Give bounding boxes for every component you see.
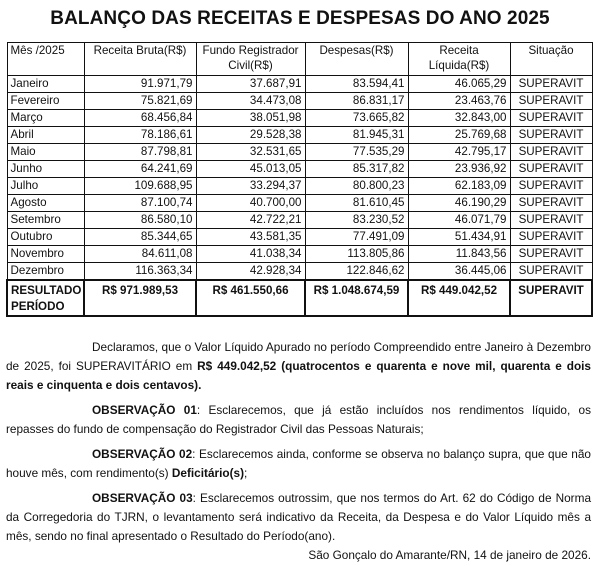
cell-net-revenue: 11.843,56: [408, 246, 510, 263]
cell-expenses: 77.535,29: [305, 144, 408, 161]
table-row: [7, 110, 592, 127]
table-body: [7, 76, 592, 281]
cell-net-revenue: 23.936,92: [408, 161, 510, 178]
cell-gross-revenue: 68.456,84: [84, 110, 196, 127]
cell-status: SUPERAVIT: [510, 263, 592, 281]
cell-net-revenue: 62.183,09: [408, 178, 510, 195]
total-status: SUPERAVIT: [510, 280, 592, 316]
cell-status: SUPERAVIT: [510, 76, 592, 93]
cell-registrar-fund: 34.473,08: [196, 93, 305, 110]
header-registrar-fund: Fundo Registrador Civil(R$): [196, 43, 305, 76]
header-month: Mês /2025: [7, 43, 84, 76]
cell-net-revenue: 36.445,06: [408, 263, 510, 281]
cell-status: SUPERAVIT: [510, 127, 592, 144]
cell-status: SUPERAVIT: [510, 110, 592, 127]
declaration-text: Declaramos, que o Valor Líquido Apurado no período Compreendido entre Janeiro à Dezembro de 2025, foi SUPERAVITÁRIO em: [6, 340, 591, 373]
observation-02-text: : Esclarecemos ainda, conforme se observa no balanço supra, que que não houve mês, com rendimento(s): [6, 447, 591, 480]
cell-gross-revenue: 85.344,65: [84, 229, 196, 246]
cell-expenses: 83.230,52: [305, 212, 408, 229]
cell-month: Maio: [7, 144, 84, 161]
total-net-revenue: R$ 449.042,52: [408, 280, 510, 316]
total-expenses: R$ 1.048.674,59: [305, 280, 408, 316]
observation-02: [6, 445, 591, 483]
table-row: [7, 229, 592, 246]
cell-net-revenue: 51.434,91: [408, 229, 510, 246]
observation-01-label: OBSERVAÇÃO 01: [92, 403, 197, 417]
cell-expenses: 81.945,31: [305, 127, 408, 144]
table-row: [7, 144, 592, 161]
balance-table: [6, 42, 593, 317]
cell-gross-revenue: 87.798,81: [84, 144, 196, 161]
total-row: [7, 280, 592, 316]
cell-gross-revenue: 86.580,10: [84, 212, 196, 229]
cell-net-revenue: 25.769,68: [408, 127, 510, 144]
cell-month: Julho: [7, 178, 84, 195]
observation-01: [6, 401, 591, 439]
cell-expenses: 80.800,23: [305, 178, 408, 195]
cell-month: Outubro: [7, 229, 84, 246]
cell-gross-revenue: 91.971,79: [84, 76, 196, 93]
cell-registrar-fund: 37.687,91: [196, 76, 305, 93]
cell-status: SUPERAVIT: [510, 212, 592, 229]
table-row: [7, 246, 592, 263]
cell-month: Dezembro: [7, 263, 84, 281]
cell-month: Abril: [7, 127, 84, 144]
cell-net-revenue: 32.843,00: [408, 110, 510, 127]
table-row: [7, 195, 592, 212]
table-row: [7, 161, 592, 178]
observation-02-label: OBSERVAÇÃO 02: [92, 447, 193, 461]
observation-03-label: OBSERVAÇÃO 03: [92, 491, 193, 505]
total-label: RESULTADO PERÍODO: [7, 280, 84, 316]
cell-expenses: 113.805,86: [305, 246, 408, 263]
declaration-paragraph: [6, 338, 591, 395]
cell-net-revenue: 23.463,76: [408, 93, 510, 110]
cell-status: SUPERAVIT: [510, 229, 592, 246]
cell-registrar-fund: 38.051,98: [196, 110, 305, 127]
cell-net-revenue: 42.795,17: [408, 144, 510, 161]
cell-gross-revenue: 84.611,08: [84, 246, 196, 263]
total-registrar-fund: R$ 461.550,66: [196, 280, 305, 316]
cell-status: SUPERAVIT: [510, 93, 592, 110]
observation-02-deficit: Deficitário(s): [171, 466, 244, 480]
cell-registrar-fund: 45.013,05: [196, 161, 305, 178]
cell-status: SUPERAVIT: [510, 246, 592, 263]
report-title: BALANÇO DAS RECEITAS E DESPESAS DO ANO 2025: [50, 8, 550, 29]
cell-month: Março: [7, 110, 84, 127]
cell-status: SUPERAVIT: [510, 178, 592, 195]
cell-registrar-fund: 33.294,37: [196, 178, 305, 195]
observation-01-text: : Esclarecemos, que já estão incluídos nos rendimentos líquido, os repasses do fundo de compensação do Registrador Civil das Pessoas Naturais;: [6, 403, 592, 436]
table-header-row: [7, 43, 592, 76]
cell-registrar-fund: 42.722,21: [196, 212, 305, 229]
header-status: Situação: [510, 43, 592, 76]
cell-gross-revenue: 109.688,95: [84, 178, 196, 195]
cell-expenses: 81.610,45: [305, 195, 408, 212]
table-row: [7, 178, 592, 195]
table-row: [7, 93, 592, 110]
cell-registrar-fund: 42.928,34: [196, 263, 305, 281]
declaration-amount: R$ 449.042,52 (quatrocentos e quarenta e nove mil, quarenta e dois reais e cinquenta e dois centavos).: [6, 359, 591, 392]
cell-gross-revenue: 75.821,69: [84, 93, 196, 110]
cell-gross-revenue: 78.186,61: [84, 127, 196, 144]
table-row: [7, 76, 592, 93]
cell-expenses: 73.665,82: [305, 110, 408, 127]
observation-02-end: ;: [244, 466, 248, 480]
cell-status: SUPERAVIT: [510, 195, 592, 212]
header-gross-revenue: Receita Bruta(R$): [84, 43, 196, 76]
cell-registrar-fund: 40.700,00: [196, 195, 305, 212]
cell-month: Novembro: [7, 246, 84, 263]
cell-net-revenue: 46.071,79: [408, 212, 510, 229]
header-net-revenue: Receita Líquida(R$): [408, 43, 510, 76]
cell-gross-revenue: 64.241,69: [84, 161, 196, 178]
cell-month: Junho: [7, 161, 84, 178]
cell-net-revenue: 46.190,29: [408, 195, 510, 212]
cell-registrar-fund: 41.038,34: [196, 246, 305, 263]
cell-expenses: 77.491,09: [305, 229, 408, 246]
cell-gross-revenue: 116.363,34: [84, 263, 196, 281]
table-row: [7, 263, 592, 281]
cell-expenses: 122.846,62: [305, 263, 408, 281]
total-gross-revenue: R$ 971.989,53: [84, 280, 196, 316]
signature-date: São Gonçalo do Amarante/RN, 14 de janeiro de 2026.: [308, 548, 591, 562]
cell-registrar-fund: 32.531,65: [196, 144, 305, 161]
cell-month: Janeiro: [7, 76, 84, 93]
cell-expenses: 85.317,82: [305, 161, 408, 178]
table-row: [7, 212, 592, 229]
cell-net-revenue: 46.065,29: [408, 76, 510, 93]
cell-month: Setembro: [7, 212, 84, 229]
cell-expenses: 83.594,41: [305, 76, 408, 93]
cell-expenses: 86.831,17: [305, 93, 408, 110]
cell-gross-revenue: 87.100,74: [84, 195, 196, 212]
observation-03: [6, 489, 591, 546]
cell-registrar-fund: 29.528,38: [196, 127, 305, 144]
cell-status: SUPERAVIT: [510, 161, 592, 178]
cell-month: Fevereiro: [7, 93, 84, 110]
cell-month: Agosto: [7, 195, 84, 212]
observation-03-text: : Esclarecemos outrossim, que nos termos do Art. 62 do Código de Norma da Corregedoria do TJRN, o levantamento será indicativo da Receita, da Despesa e do Valor Líquido mês a mês, sendo no final apresentado o Resultado do Período(ano).: [6, 491, 592, 543]
cell-status: SUPERAVIT: [510, 144, 592, 161]
cell-registrar-fund: 43.581,35: [196, 229, 305, 246]
table-row: [7, 127, 592, 144]
header-expenses: Despesas(R$): [305, 43, 408, 76]
